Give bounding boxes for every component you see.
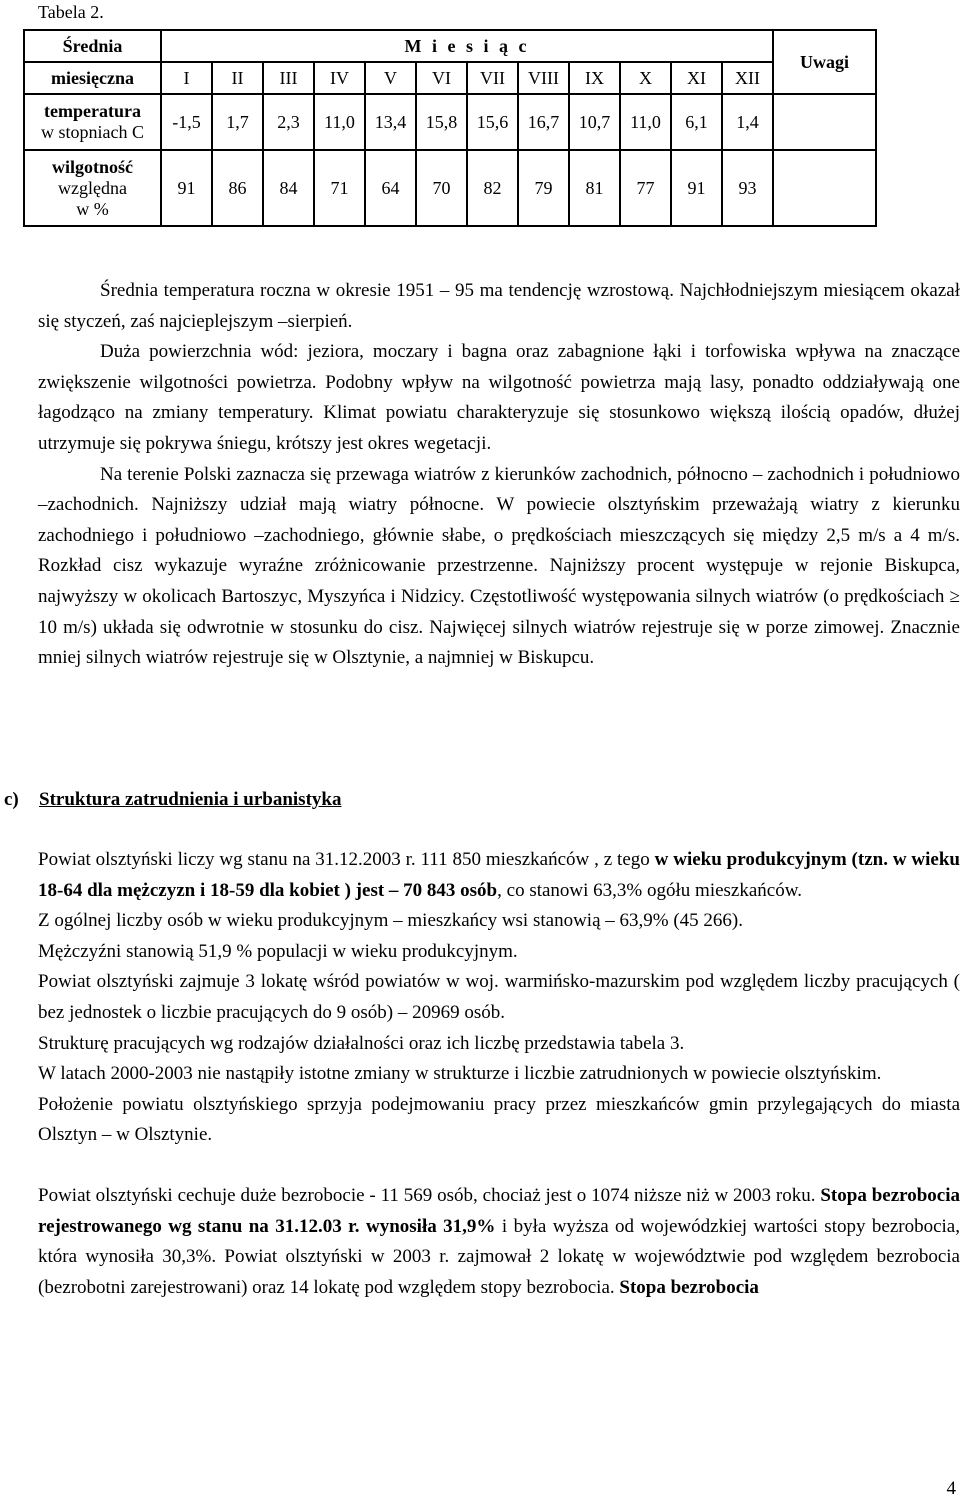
table-cell: 10,7 (569, 94, 620, 150)
climate-paragraph-3: Na terenie Polski zaznacza się przewaga wiatrów z kierunków zachodnich, północno – zachodnich i południowo –zachodnich. Najniższy udział mają wiatry północne. W powiecie olsztyńskim przeważają wiatry z kierunku zachodniego i południowo –zachodniego, głównie słabe, o prędkościach mieszczących się między 2,5 m/s a 4 m/s. Rozkład cisz wykazuje wyraźne zróżnicowanie przestrzenne. Najniższy procent występuje w rejonie Biskupca, najwyższy w okolicach Bartoszyc, Myszyńca i Nidzicy. Częstotliwość występowania silnych wiatrów (o prędkościach ≥ 10 m/s) układa się odwrotnie w stosunku do cisz. Najwięcej silnych wiatrów rejestruje się w porze zimowej. Znacznie mniej silnych wiatrów rejestruje się w Olsztynie, a najmniej w Biskupcu. (38, 463, 960, 669)
months-title: M i e s i ą c (161, 30, 773, 62)
employment-paragraph-3: Mężczyźni stanowią 51,9 % populacji w wieku produkcyjnym. (38, 940, 518, 962)
row-label-line3: w % (76, 198, 109, 219)
table-cell: 81 (569, 150, 620, 226)
employment-paragraph-6: W latach 2000-2003 nie nastąpiły istotne zmiany w strukturze i liczbie zatrudnionych w powiecie olsztyńskim. (38, 1063, 882, 1085)
employment-text-block (38, 845, 960, 1303)
table-cell: 2,3 (263, 94, 314, 150)
table-cell: 77 (620, 150, 671, 226)
employment-paragraph-7: Położenie powiatu olsztyńskiego sprzyja podejmowaniu pracy przez mieszkańców gmin przylegających do miasta Olsztyn – w Olsztynie. (38, 1093, 960, 1146)
month-header: VI (416, 62, 467, 94)
section-heading (4, 789, 341, 811)
employment-paragraph-1 (38, 845, 960, 906)
table-cell: 91 (161, 150, 212, 226)
employment-paragraph-1-tail: , co stanowi 63,3% ogółu mieszkańców. (497, 879, 802, 901)
notes-cell (773, 150, 876, 226)
employment-paragraph-8-lead: Powiat olsztyński cechuje duże bezrobocie - 11 569 osób, chociaż jest o 1074 niższe niż w 2003 roku. (38, 1184, 821, 1206)
table-cell: 82 (467, 150, 518, 226)
table-header-row (24, 30, 876, 62)
table-cell: -1,5 (161, 94, 212, 150)
employment-paragraph-8-bold-end: Stopa bezrobocia (619, 1276, 759, 1298)
employment-paragraph-8-bold: Stopa bezrobocia rejestrowanego wg stanu na 31.12.03 r. wynosiła 31,9% (38, 1184, 960, 1237)
table-cell: 1,7 (212, 94, 263, 150)
table-cell: 71 (314, 150, 365, 226)
month-header: VIII (518, 62, 569, 94)
table-cell: 64 (365, 150, 416, 226)
employment-paragraph-4: Powiat olsztyński zajmuje 3 lokatę wśród powiatów w woj. warmińsko-mazurskim pod względem liczby pracujących ( bez jednostek o liczbie pracujących do 9 osób) – 20969 osób. (38, 971, 960, 1023)
row-label-line1: wilgotność (52, 156, 133, 177)
month-header: XII (722, 62, 773, 94)
row-label-line1: temperatura (44, 101, 141, 121)
table-cell: 91 (671, 150, 722, 226)
row-label (24, 94, 161, 150)
notes-header: Uwagi (773, 30, 876, 94)
table-row (24, 150, 876, 226)
table-cell: 84 (263, 150, 314, 226)
table-cell: 13,4 (365, 94, 416, 150)
month-header: I (161, 62, 212, 94)
table-cell: 16,7 (518, 94, 569, 150)
table-cell: 6,1 (671, 94, 722, 150)
employment-paragraph-8 (38, 1181, 960, 1303)
table-cell: 79 (518, 150, 569, 226)
month-header: II (212, 62, 263, 94)
month-header: IX (569, 62, 620, 94)
table-cell: 11,0 (620, 94, 671, 150)
climate-text-block (38, 276, 960, 674)
table-cell: 86 (212, 150, 263, 226)
month-header: XI (671, 62, 722, 94)
employment-paragraph-1-bold: w wieku produkcyjnym (tzn. w wieku 18-64 dla mężczyzn i 18-59 dla kobiet ) jest – 70 843 osób (38, 849, 960, 901)
month-header: VII (467, 62, 518, 94)
table-cell: 11,0 (314, 94, 365, 150)
row-label (24, 150, 161, 226)
table-row (24, 94, 876, 150)
month-header: IV (314, 62, 365, 94)
table-cell: 70 (416, 150, 467, 226)
section-title: Struktura zatrudnienia i urbanistyka (39, 789, 342, 810)
corner-label-line2: miesięczna (24, 62, 161, 94)
month-header: V (365, 62, 416, 94)
climate-paragraph-1: Średnia temperatura roczna w okresie 1951 – 95 ma tendencję wzrostową. Najchłodniejszym miesiącem okazał się styczeń, zaś najcieplejszym –sierpień. (38, 280, 960, 332)
table-cell: 1,4 (722, 94, 773, 150)
employment-paragraph-5: Strukturę pracujących wg rodzajów działalności oraz ich liczbę przedstawia tabela 3. (38, 1032, 685, 1054)
section-letter: c) (4, 789, 19, 810)
climate-paragraph-2: Duża powierzchnia wód: jeziora, moczary i bagna oraz zabagnione łąki i torfowiska wpływa na znaczące zwiększenie wilgotności powietrza. Podobny wpływ na wilgotność powietrza mają lasy, ponadto oddziaływają one łagodząco na zmiany temperatury. Klimat powiatu charakteryzuje się stosunkowo większą ilością opadów, dłużej utrzymuje się pokrywa śniegu, krótszy jest okres wegetacji. (38, 341, 960, 454)
employment-paragraph-1-lead: Powiat olsztyński liczy wg stanu na 31.12.2003 r. 111 850 mieszkańców , z tego (38, 849, 655, 870)
month-header: III (263, 62, 314, 94)
table-cell: 15,8 (416, 94, 467, 150)
climate-table (23, 29, 877, 227)
employment-paragraph-2: Z ogólnej liczby osób w wieku produkcyjnym – mieszkańcy wsi stanowią – 63,9% (45 266). (38, 910, 743, 932)
table-cell: 15,6 (467, 94, 518, 150)
row-label-line2: względna (58, 177, 127, 198)
table-caption: Tabela 2. (38, 2, 104, 22)
table-cell: 93 (722, 150, 773, 226)
corner-label-line1: Średnia (24, 30, 161, 62)
table-months-row (24, 62, 876, 94)
month-header: X (620, 62, 671, 94)
employment-paragraph-8-middle: i była wyższa od wojewódzkiej wartości stopy bezrobocia, która wynosiła 30,3%. Powiat olsztyński w 2003 r. zajmował 2 lokatę w województwie pod względem bezrobocia (bezrobotni zarejestrowani) oraz 14 lokatę pod względem stopy bezrobocia. (38, 1215, 960, 1298)
notes-cell (773, 94, 876, 150)
row-label-line2: w stopniach C (41, 122, 144, 142)
page-number: 4 (946, 1478, 956, 1499)
